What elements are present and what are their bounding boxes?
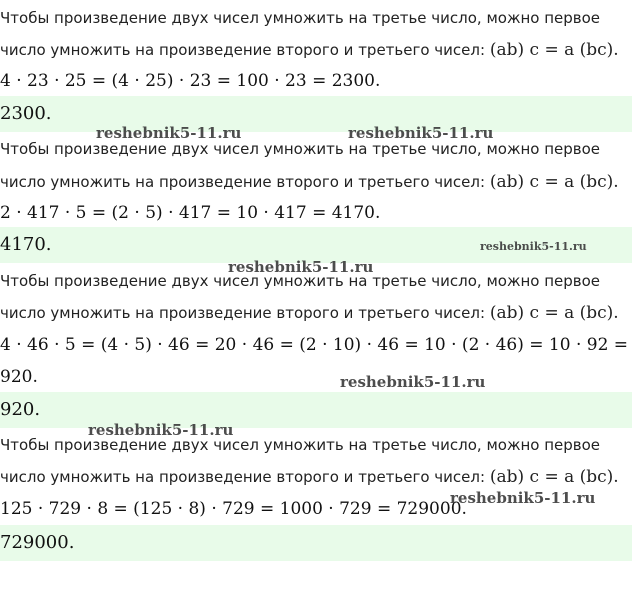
rule-text: число умножить на произведение второго и третьего чисел: [0,468,486,486]
rule-text: число умножить на произведение второго и третьего чисел: [0,304,486,322]
rule-formula: (ab) c = a (bc). [489,467,619,487]
answer-box: 920. [0,392,632,428]
rule-line-1: Чтобы произведение двух чисел умножить на третье число, можно первое [0,272,601,290]
rule-line-2 [0,172,632,192]
rule-text: число умножить на произведение второго и третьего чисел: [0,173,486,191]
watermark: reshebnik5-11.ru [88,421,234,439]
watermark: reshebnik5-11.ru [348,124,494,142]
calc-line: 4 · 23 · 25 = (4 · 25) · 23 = 100 · 23 = 2300. [0,71,381,91]
rule-line-2 [0,303,632,323]
watermark: reshebnik5-11.ru [450,489,596,507]
calc-line: 920. [0,367,38,387]
answer-box: 2300. [0,96,632,132]
watermark: reshebnik5-11.ru [480,240,587,253]
rule-line-1: Чтобы произведение двух чисел умножить на третье число, можно первое [0,140,601,158]
rule-formula: (ab) c = a (bc). [489,303,619,323]
answer-box: 4170. [0,227,632,263]
calc-line: 4 · 46 · 5 = (4 · 5) · 46 = 20 · 46 = (2 · 10) · 46 = 10 · (2 · 46) = 10 · 92 = [0,335,629,355]
rule-line-1: Чтобы произведение двух чисел умножить на третье число, можно первое [0,9,601,27]
calc-line: 125 · 729 · 8 = (125 · 8) · 729 = 1000 · 729 = 729000. [0,499,467,519]
answer-box: 729000. [0,525,632,561]
rule-formula: (ab) c = a (bc). [489,40,619,60]
rule-formula: (ab) c = a (bc). [489,172,619,192]
rule-line-1: Чтобы произведение двух чисел умножить на третье число, можно первое [0,436,601,454]
watermark: reshebnik5-11.ru [340,373,486,391]
watermark: reshebnik5-11.ru [96,124,242,142]
rule-line-2 [0,467,632,487]
watermark: reshebnik5-11.ru [228,258,374,276]
calc-line: 2 · 417 · 5 = (2 · 5) · 417 = 10 · 417 = 4170. [0,203,381,223]
rule-line-2 [0,40,632,60]
rule-text: число умножить на произведение второго и третьего чисел: [0,41,486,59]
